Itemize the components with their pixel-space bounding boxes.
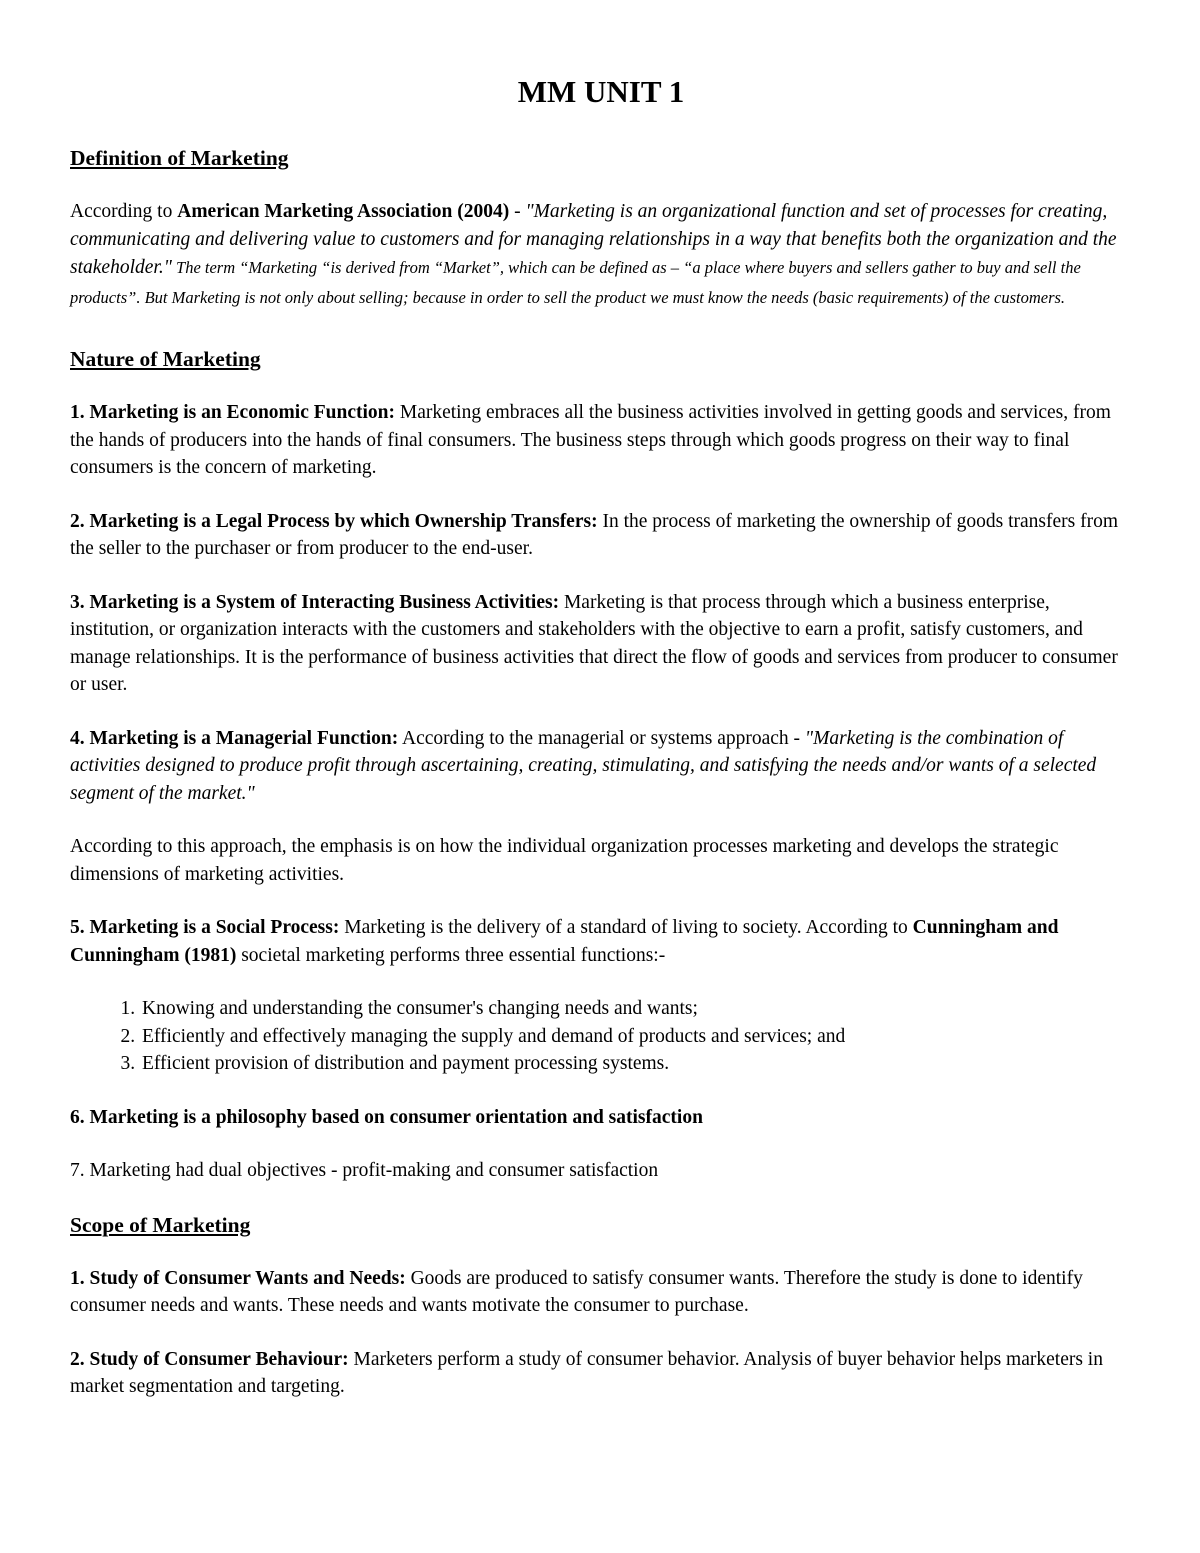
nature-point-3-text: Marketing is that process through which a business enterprise, institution, or organization interacts with the customers and stakeholders with the objective to earn a profit, satisfy customers, and manage relationships. It is the performance of business activities that direct the flow of goods and services from producer to consumer or user. xyxy=(70,591,1118,695)
nature-point-4 xyxy=(70,725,1132,808)
nature-point-3 xyxy=(70,589,1132,699)
definition-explanation: The term “Marketing “is derived from “Market”, which can be defined as – “a place where buyers and sellers gather to buy and sell the products”. But Marketing is not only about selling; because in order to sell the product we must know the needs (basic requirements) of the customers. xyxy=(70,258,1081,307)
nature-point-5 xyxy=(70,914,1132,969)
document-page xyxy=(70,72,1132,1427)
nature-point-2-text: In the process of marketing the ownership of goods transfers from the seller to the purchaser or from producer to the end-user. xyxy=(70,510,1118,559)
nature-point-2-title: 2. Marketing is a Legal Process by which Ownership Transfers: xyxy=(70,510,598,532)
definition-quote: "Marketing is an organizational function and set of processes for creating, communicating and delivering value to customers and for managing relationships in a way that benefits both the organization and the stakeholder." xyxy=(70,201,1117,278)
heading-scope: Scope of Marketing xyxy=(70,1212,251,1237)
nature-point-5-source: Cunningham and Cunningham (1981) xyxy=(70,917,1059,966)
definition-intro: According to xyxy=(70,201,178,222)
definition-paragraph xyxy=(70,198,1132,313)
list-item: 1. Knowing and understanding the consumer's changing needs and wants; xyxy=(140,995,1132,1023)
list-item: 2. Efficiently and effectively managing the supply and demand of products and services; and xyxy=(140,1023,1132,1051)
nature-point-4-quote: "Marketing is the combination of activities designed to produce profit through ascertaining, creating, stimulating, and satisfying the needs and/or wants of a selected segment of the market." xyxy=(70,727,1097,804)
nature-point-1-title: 1. Marketing is an Economic Function: xyxy=(70,402,395,423)
definition-dash: - xyxy=(509,201,526,222)
nature-point-1-text: Marketing embraces all the business activities involved in getting goods and services, from the hands of producers into the hands of final consumers. The business steps through which goods progress on their way to final consumers is the concern of marketing. xyxy=(70,402,1111,478)
scope-point-1 xyxy=(70,1265,1132,1320)
nature-point-6-title: 6. Marketing is a philosophy based on consumer orientation and satisfaction xyxy=(70,1106,703,1128)
scope-point-1-text: Goods are produced to satisfy consumer wants. Therefore the study is done to identify consumer needs and wants. These needs and wants motivate the consumer to purchase. xyxy=(70,1267,1083,1316)
nature-point-7: 7. Marketing had dual objectives - profit-making and consumer satisfaction xyxy=(70,1160,659,1181)
scope-point-1-title: 1. Study of Consumer Wants and Needs: xyxy=(70,1267,406,1289)
nature-point-5-title: 5. Marketing is a Social Process: xyxy=(70,917,340,938)
nature-point-5-text-2: societal marketing performs three essential functions:- xyxy=(236,944,666,966)
nature-point-5-text: Marketing is the delivery of a standard of living to society. According to xyxy=(339,917,913,938)
nature-point-4-followup: According to this approach, the emphasis is on how the individual organization processes marketing and develops the strategic dimensions of marketing activities. xyxy=(70,836,1059,885)
list-item: 3. Efficient provision of distribution and payment processing systems. xyxy=(140,1050,1132,1078)
societal-functions-list xyxy=(70,995,1132,1078)
scope-point-2-title: 2. Study of Consumer Behaviour: xyxy=(70,1348,349,1370)
heading-definition: Definition of Marketing xyxy=(70,146,289,170)
scope-point-2-text: Marketers perform a study of consumer behavior. Analysis of buyer behavior helps marketers in market segmentation and targeting. xyxy=(70,1348,1103,1397)
nature-point-4-title: 4. Marketing is a Managerial Function: xyxy=(70,727,399,749)
document-title: MM UNIT 1 xyxy=(517,74,685,109)
nature-point-2 xyxy=(70,508,1132,563)
nature-point-6 xyxy=(70,1104,1132,1132)
definition-source: American Marketing Association (2004) xyxy=(177,201,510,222)
nature-point-4-text: According to the managerial or systems approach - xyxy=(398,727,805,749)
nature-point-1 xyxy=(70,399,1132,482)
nature-point-3-title: 3. Marketing is a System of Interacting Business Activities: xyxy=(70,591,560,613)
scope-point-2 xyxy=(70,1346,1132,1401)
heading-nature: Nature of Marketing xyxy=(70,347,261,371)
